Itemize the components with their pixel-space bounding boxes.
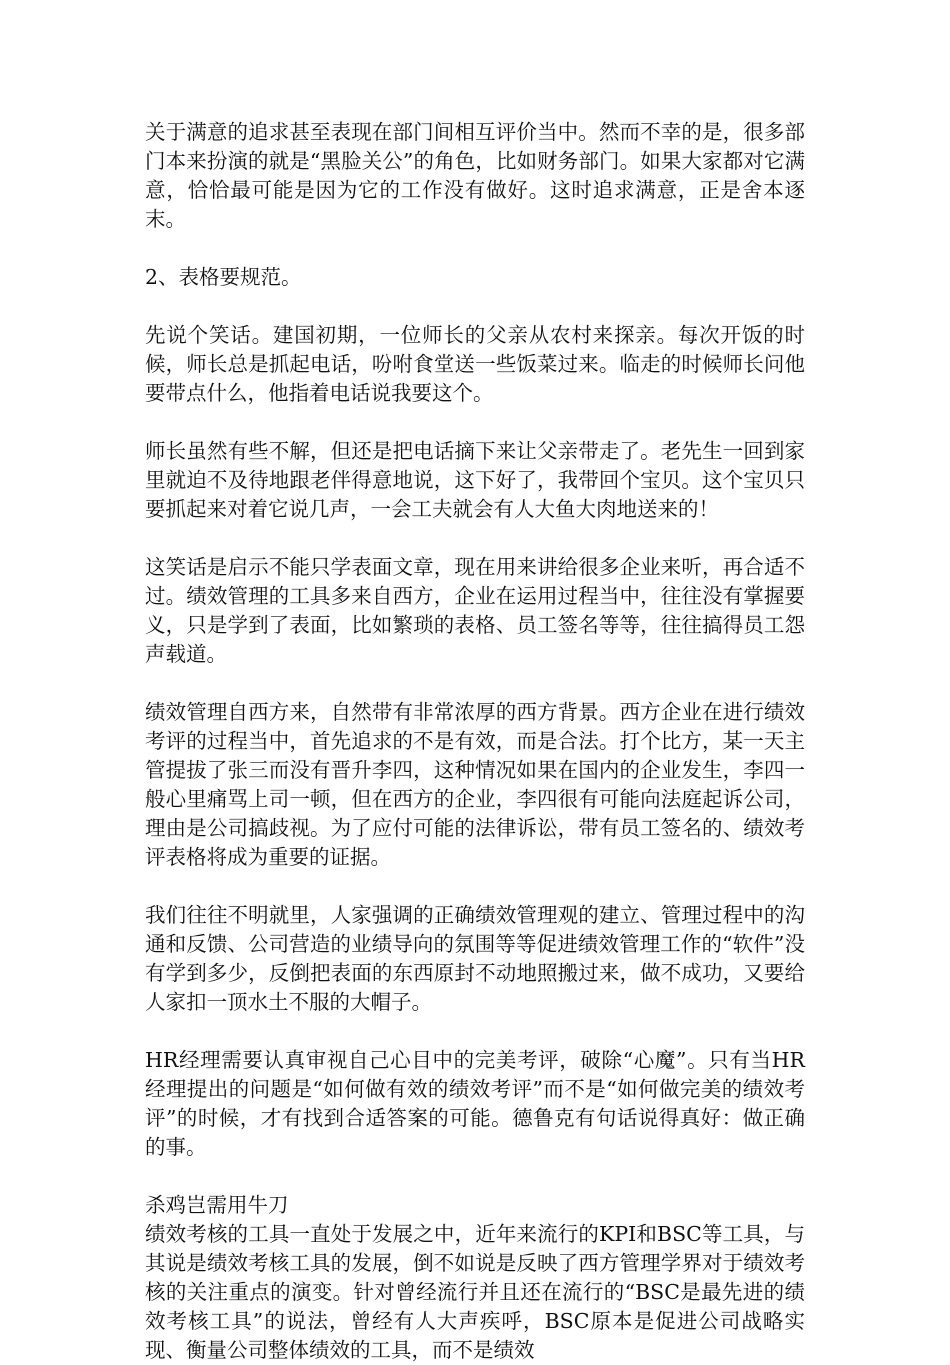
paragraph-copying-surface: 我们往往不明就里，人家强调的正确绩效管理观的建立、管理过程中的沟通和反馈、公司营造的业绩导向的氛围等等促进绩效管理工作的“软件”没有学到多少，反倒把表面的东西原封不动地照搬过来，做不成功，又要给人家扣一顶水土不服的大帽子。 — [145, 903, 805, 1014]
paragraph-kpi-bsc: 绩效考核的工具一直处于发展之中，近年来流行的KPI和BSC等工具，与其说是绩效考核工具的发展，倒不如说是反映了西方管理学界对于绩效考核的关注重点的演变。针对曾经流行并且还在流行的“BSC是最先进的绩效考核工具”的说法，曾经有人大声疾呼，BSC原本是促进公司战略实现、衡量公司整体绩效的工具，而不是绩效 — [145, 1222, 805, 1362]
paragraph-satisfaction: 关于满意的追求甚至表现在部门间相互评价当中。然而不幸的是，很多部门本来扮演的就是“黑脸关公”的角色，比如财务部门。如果大家都对它满意，恰恰最可能是因为它的工作没有做好。这时追求满意，正是舍本逐末。 — [145, 120, 805, 231]
paragraph-western-background: 绩效管理自西方来，自然带有非常浓厚的西方背景。西方企业在进行绩效考评的过程当中，首先追求的不是有效，而是合法。打个比方，某一天主管提拔了张三而没有晋升李四，这种情况如果在国内的企业发生，李四一般心里痛骂上司一顿，但在西方的企业，李四很有可能向法庭起诉公司，理由是公司搞歧视。为了应付可能的法律诉讼，带有员工签名的、绩效考评表格将成为重要的证据。 — [145, 700, 805, 869]
paragraph-joke-lesson: 这笑话是启示不能只学表面文章，现在用来讲给很多企业来听，再合适不过。绩效管理的工具多来自西方，企业在运用过程当中，往往没有掌握要义，只是学到了表面，比如繁琐的表格、员工签名等等，往往搞得员工怨声载道。 — [145, 555, 805, 666]
paragraph-hr-manager: HR经理需要认真审视自己心目中的完美考评，破除“心魔”。只有当HR经理提出的问题是“如何做有效的绩效考评”而不是“如何做完美的绩效考评”的时候，才有找到合适答案的可能。德鲁克有句话说得真好：做正确的事。 — [145, 1048, 805, 1159]
paragraph-joke-intro: 先说个笑话。建国初期，一位师长的父亲从农村来探亲。每次开饭的时候，师长总是抓起电话，吩咐食堂送一些饭菜过来。临走的时候师长问他要带点什么，他指着电话说我要这个。 — [145, 323, 805, 405]
document-body — [145, 118, 805, 1365]
paragraph-joke-ending: 师长虽然有些不解，但还是把电话摘下来让父亲带走了。老先生一回到家里就迫不及待地跟老伴得意地说，这下好了，我带回个宝贝。这个宝贝只要抓起来对着它说几声，一会工夫就会有人大鱼大肉地送来的！ — [145, 439, 805, 521]
subheading-forms-standard: 2、表格要规范。 — [145, 265, 302, 289]
section-heading: 杀鸡岂需用牛刀 — [145, 1193, 289, 1217]
